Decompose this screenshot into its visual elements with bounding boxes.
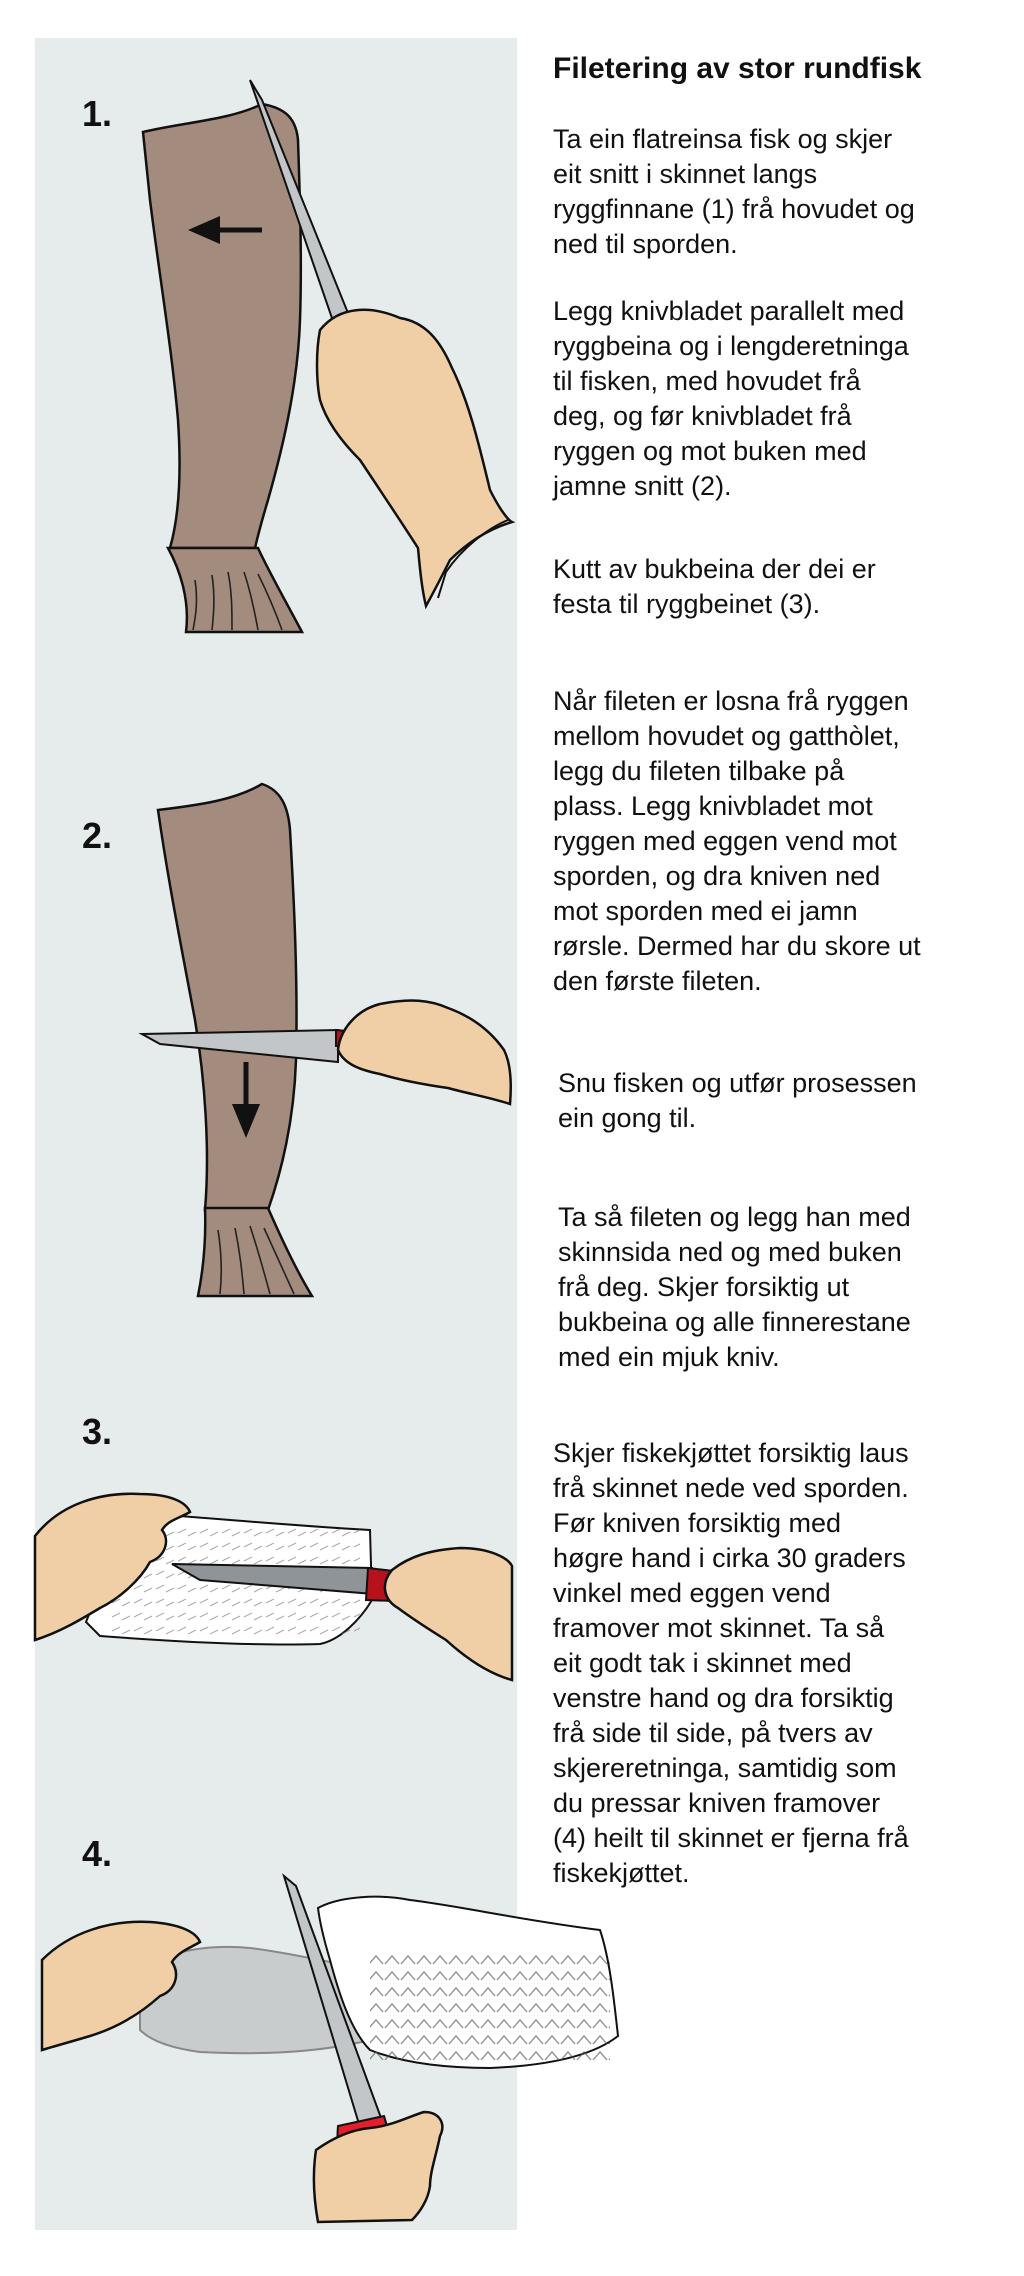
paragraph-5: Snu fisken og utfør prosessen ein gong til. [558, 1068, 917, 1133]
hand-right-4 [314, 2112, 442, 2222]
paragraph-6: Ta så fileten og legg han med skinnsida ned og med buken frå deg. Skjer forsiktig ut bukbeina og alle finnerestane med ein mjuk kniv. [558, 1202, 911, 1372]
paragraph-1: Ta ein flatreinsa fisk og skjer eit snitt i skinnet langs ryggfinnane (1) frå hovudet og ned til sporden. [553, 124, 915, 259]
hand-1 [317, 310, 512, 606]
step-number-2: 2. [82, 815, 113, 856]
hand-right-3 [385, 1548, 512, 1680]
step-number-4: 4. [82, 1833, 113, 1874]
step1-illustration [143, 80, 512, 632]
paragraph-4: Når fileten er losna frå ryggen mellom hovudet og gatthòlet, legg du fileten tilbake på plass. Legg knivbladet mot ryggen med eggen vend mot sporden, og dra kniven ned mot sporden med ei jamn rørsle. Dermed har du skore ut den første fileten. [553, 686, 921, 996]
paragraph-3: Kutt av bukbeina der dei er festa til ryggbeinet (3). [553, 554, 876, 619]
paragraph-7: Skjer fiskekjøttet forsiktig laus frå skinnet nede ved sporden. Før kniven forsiktig med høgre hand i cirka 30 graders vinkel med eggen vend framover mot skinnet. Ta så eit godt tak i skinnet med venstre hand og dra forsiktig frå side til side, på tvers av skjereretninga, samtidig som du pressar kniven framover (4) heilt til skinnet er fjerna frå fiskekjøttet. [553, 1438, 909, 1888]
paragraph-2: Legg knivbladet parallelt med ryggbeina og i lengderetninga til fisken, med hovudet frå deg, og før knivbladet frå ryggen og mot buken med jamne snitt (2). [553, 296, 909, 501]
fish-body-1 [143, 104, 301, 548]
step3-illustration [35, 1494, 512, 1680]
fish-body-2 [158, 784, 297, 1210]
hand-2 [338, 1001, 511, 1104]
page-title: Filetering av stor rundfisk [553, 52, 922, 85]
tail-fin-1 [168, 548, 302, 632]
step-number-1: 1. [82, 93, 113, 134]
step2-illustration [142, 784, 511, 1296]
step-number-3: 3. [82, 1411, 113, 1452]
tail-fin-2 [198, 1208, 312, 1296]
step4-illustration [42, 1876, 618, 2222]
